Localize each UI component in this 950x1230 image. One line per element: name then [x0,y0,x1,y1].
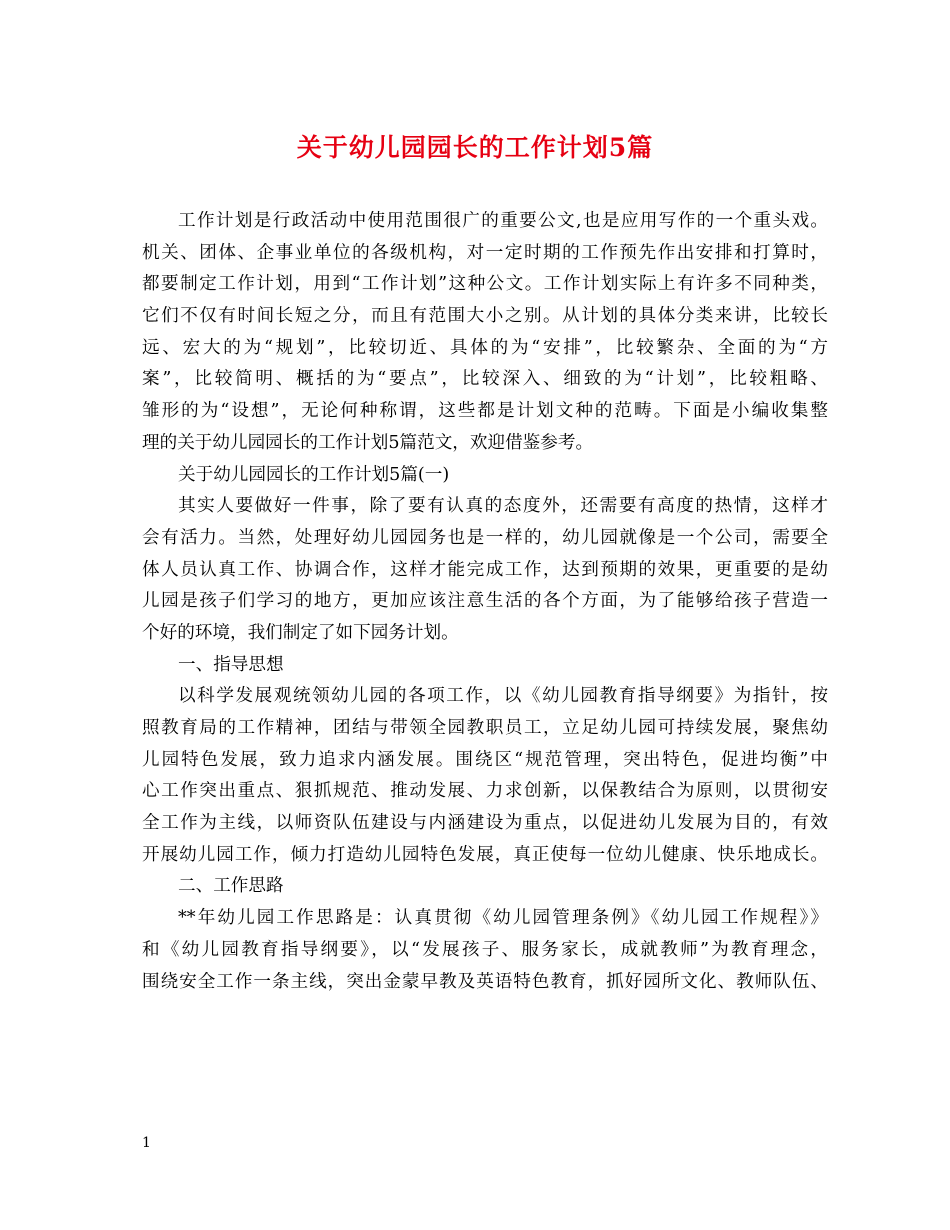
text-line: 一、指导思想 [178,654,284,675]
text-line: 和《幼儿园教育指导纲要》，以“发展孩子、服务家长，成就教师”为教育理念， [142,939,828,960]
text-line: 远、宏大的为“规划”，比较切近、具体的为“安排”，比较繁杂、全面的为“方 [142,337,828,358]
text-line: 开展幼儿园工作，倾力打造幼儿园特色发展，真正使每一位幼儿健康、快乐地成长。 [142,844,828,865]
text-line: 儿园特色发展，致力追求内涵发展。围绕区“规范管理，突出特色，促进均衡”中 [142,749,828,770]
text-line: 会有活力。当然，处理好幼儿园园务也是一样的，幼儿园就像是一个公司，需要全 [142,527,828,548]
document-title: 关于幼儿园园长的工作计划5篇 [296,133,654,162]
text-line: 其实人要做好一件事，除了要有认真的态度外，还需要有高度的热情，这样才 [178,496,828,517]
text-line: 个好的环境，我们制定了如下园务计划。 [142,622,459,643]
text-line: 照教育局的工作精神，团结与带领全园教职员工，立足幼儿园可持续发展，聚焦幼 [142,718,828,738]
text-line: 儿园是孩子们学习的地方，更加应该注意生活的各个方面，为了能够给孩子营造一 [142,591,828,612]
text-line: 围绕安全工作一条主线，突出金蒙早教及英语特色教育，抓好园所文化、教师队伍、 [142,971,828,992]
text-line: 关于幼儿园园长的工作计划5篇(一) [178,464,450,485]
text-line: 体人员认真工作、协调合作，这样才能完成工作，达到预期的效果，更重要的是幼 [142,559,828,580]
text-line: 雏形的为“设想”，无论何种称谓，这些都是计划文种的范畴。下面是小编收集整 [142,401,828,422]
text-line: 工作计划是行政活动中使用范围很广的重要公文,也是应用写作的一个重头戏。 [178,211,828,231]
document-body [142,206,828,998]
text-line: 机关、团体、企事业单位的各级机构，对一定时期的工作预先作出安排和打算时， [142,242,828,263]
text-line: 心工作突出重点、狠抓规范、推动发展、力求创新，以保教结合为原则，以贯彻安 [142,781,828,802]
text-line: **年幼儿园工作思路是：认真贯彻《幼儿园管理条例》《幼儿园工作规程》》 [178,908,828,929]
text-line: 以科学发展观统领幼儿园的各项工作，以《幼儿园教育指导纲要》为指针，按 [178,686,828,707]
text-line: 都要制定工作计划，用到“工作计划”这种公文。工作计划实际上有许多不同种类， [142,274,828,295]
text-line: 理的关于幼儿园园长的工作计划5篇范文，欢迎借鉴参考。 [142,432,594,453]
text-line: 全工作为主线，以师资队伍建设与内涵建设为重点，以促进幼儿发展为目的，有效 [142,813,828,834]
text-line: 二、工作思路 [178,876,284,897]
page-number: 1 [142,1135,151,1151]
text-line: 案”，比较简明、概括的为“要点”，比较深入、细致的为“计划”，比较粗略、 [142,369,828,390]
text-line: 它们不仅有时间长短之分，而且有范围大小之别。从计划的具体分类来讲，比较长 [142,306,828,327]
